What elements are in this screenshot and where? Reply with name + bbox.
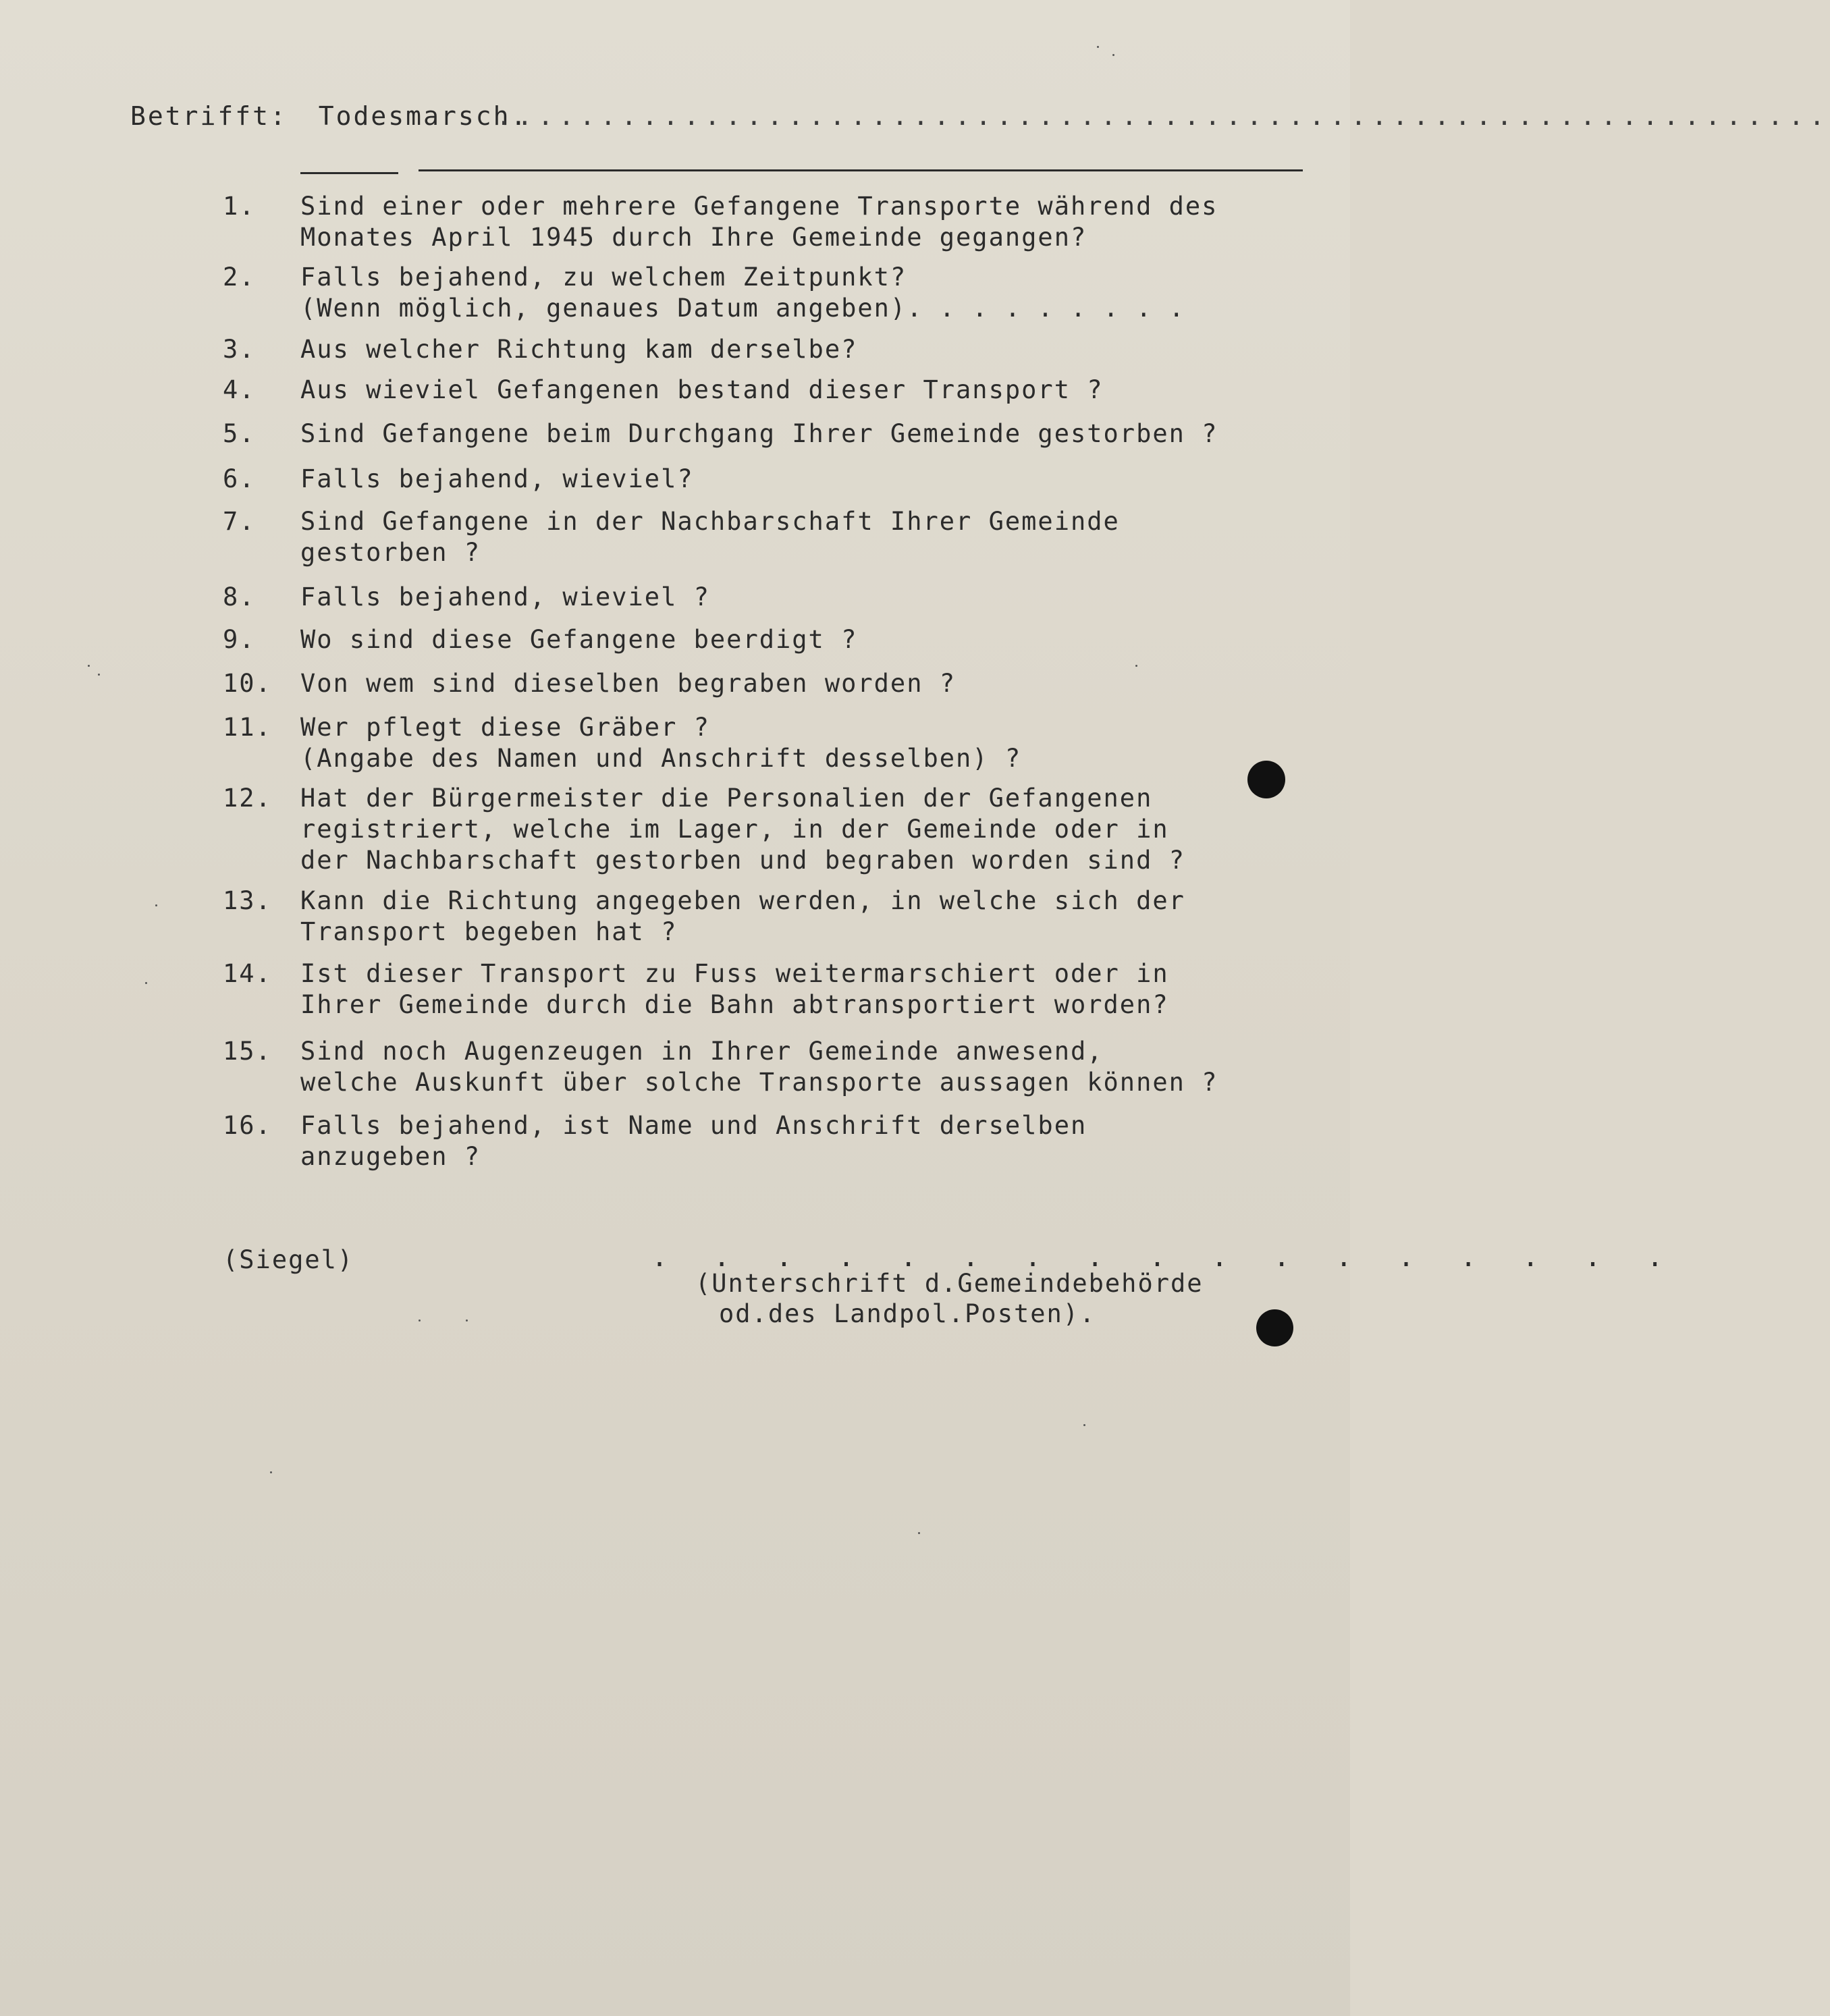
question-text: Sind Gefangene beim Durchgang Ihrer Gemeinde gestorben ? (300, 419, 1218, 448)
paper-speck (419, 1319, 421, 1322)
question-number: 9. (223, 625, 256, 654)
question-number: 10. (223, 669, 272, 698)
paper-speck (1135, 665, 1137, 667)
question-number: 4. (223, 375, 256, 404)
question-text: Falls bejahend, ist Name und Anschrift derselben anzugeben ? (300, 1111, 1087, 1171)
question-text: Sind Gefangene in der Nachbarschaft Ihrer Gemeinde gestorben ? (300, 507, 1120, 567)
question-text: Sind einer oder mehrere Gefangene Transporte während des Monates April 1945 durch Ihre Gemeinde gegangen? (300, 192, 1218, 252)
paper-speck (1097, 46, 1099, 48)
question-text: Kann die Richtung angegeben werden, in welche sich der Transport begeben hat ? (300, 886, 1185, 946)
paper-speck (98, 674, 100, 676)
paper-speck (88, 665, 90, 667)
question-text: Wer pflegt diese Gräber ? (Angabe des Namen und Anschrift desselben) ? (300, 713, 1022, 773)
signature-caption-line2: od.des Landpol.Posten). (719, 1299, 1096, 1328)
question-number: 5. (223, 419, 256, 448)
question-number: 1. (223, 192, 256, 221)
underline-short (300, 172, 398, 174)
question-number: 14. (223, 959, 272, 988)
paper-speck (1083, 1424, 1085, 1426)
question-number: 16. (223, 1111, 272, 1140)
question-text: Aus welcher Richtung kam derselbe? (300, 335, 858, 364)
paper-speck (155, 904, 157, 906)
subject-value: Todesmarsch. (318, 101, 529, 131)
question-text: Hat der Bürgermeister die Personalien der Gefangenen registriert, welche im Lager, in der Gemeinde oder in der Nachbarschaft gestorben und begraben worden sind ? (300, 784, 1185, 875)
seal-placeholder: (Siegel) (223, 1245, 354, 1274)
punch-hole-upper (1247, 761, 1285, 798)
signature-caption-line1: (Unterschrift d.Gemeindebehörde (695, 1269, 1204, 1298)
paper-speck (466, 1319, 468, 1322)
paper-speck (145, 982, 147, 984)
question-text: Aus wieviel Gefangenen bestand dieser Transport ? (300, 375, 1104, 404)
question-number: 3. (223, 335, 256, 364)
question-number: 12. (223, 784, 272, 813)
paper-speck (270, 1471, 272, 1473)
question-number: 11. (223, 713, 272, 742)
subject-label: Betrifft: (130, 101, 288, 131)
question-number: 8. (223, 582, 256, 611)
punch-hole-lower (1256, 1309, 1293, 1346)
question-number: 2. (223, 263, 256, 292)
question-number: 7. (223, 507, 256, 536)
question-text: Falls bejahend, wieviel? (300, 464, 694, 493)
question-text: Ist dieser Transport zu Fuss weitermarschiert oder in Ihrer Gemeinde durch die Bahn abtransportiert worden? (300, 959, 1169, 1019)
question-text: Wo sind diese Gefangene beerdigt ? (300, 625, 858, 654)
question-number: 6. (223, 464, 256, 493)
paper-speck (1112, 54, 1114, 56)
question-text: Falls bejahend, zu welchem Zeitpunkt? (Wenn möglich, genaues Datum angeben). . . . . . . . . (300, 263, 1185, 323)
question-number: 13. (223, 886, 272, 915)
question-text: Von wem sind dieselben begraben worden ? (300, 669, 957, 698)
question-text: Sind noch Augenzeugen in Ihrer Gemeinde anwesend, welche Auskunft über solche Transporte aussagen können ? (300, 1037, 1218, 1097)
subject-fill-dots: ................................................................ (496, 101, 1830, 131)
signature-dotted-line: . . . . . . . . . . . . . . . . . (651, 1242, 1678, 1273)
subject-line (130, 101, 528, 131)
question-number: 15. (223, 1037, 272, 1066)
paper-speck (918, 1532, 920, 1534)
underline-long (419, 169, 1303, 171)
question-text: Falls bejahend, wieviel ? (300, 582, 710, 611)
